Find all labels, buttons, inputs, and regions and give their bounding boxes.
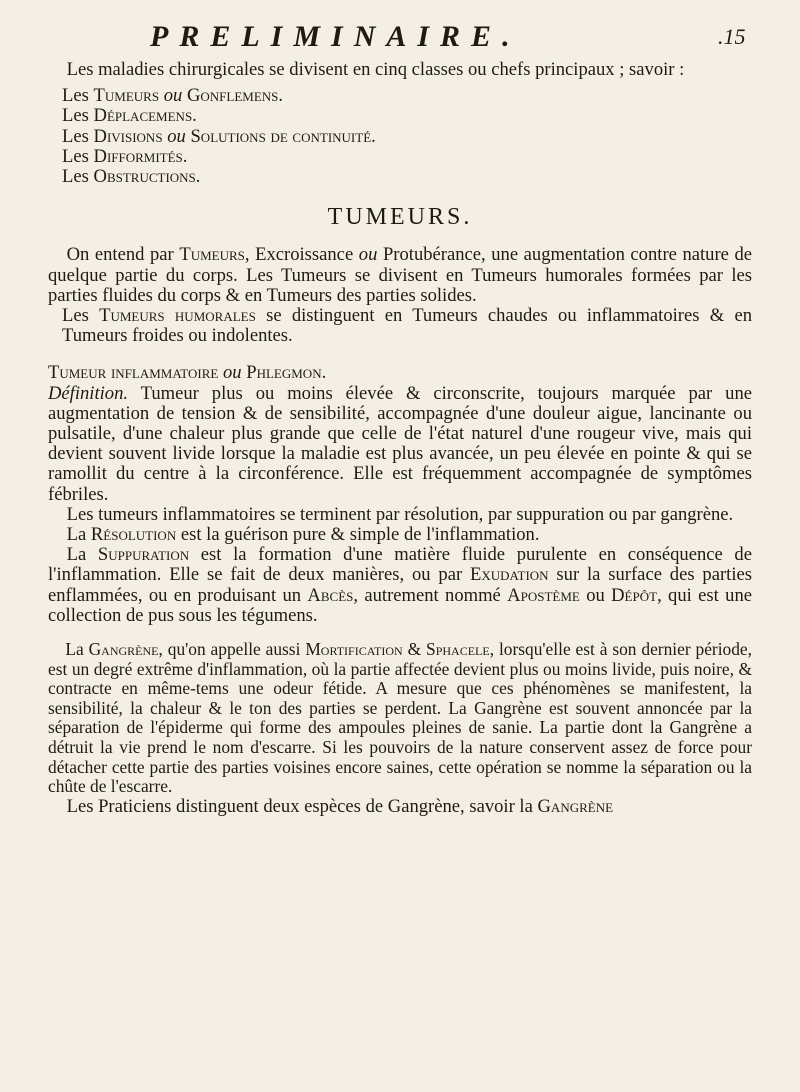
text-run: sur la surface des parties enflammées, ou en produisant un [48, 564, 752, 606]
class-item-pre: Les [62, 125, 89, 147]
term-gangrene: Gangrène [88, 639, 159, 660]
term-depot: Dépôt [611, 584, 658, 606]
class-item-ou: ou [163, 85, 183, 107]
text-run: Les Praticiens distinguent deux espèces de Gangrène, savoir la [66, 795, 533, 817]
text-run: Les [62, 305, 89, 327]
last-line [48, 797, 752, 817]
classes-list [48, 86, 752, 187]
class-item-pre: Les [62, 85, 89, 107]
definition-text: Tumeur plus ou moins élevée & circonscrite, toujours marquée par une augmentation de tension & de sensibilité, accompagnée d'une douleur aigue, lancinante ou pulsatile, d'une chaleur plus grande que celle de l'état naturel d'une rougeur vive, mais qui devient souvent livide lorsque la maladie est plus avancée, un peu élevée en pointe & qui se ramollit du centre à la circonférence. Elle est fréquemment accompagnée de symptômes fébriles. [48, 382, 752, 505]
text-run: , qui est une collection de pus sous les tégumens. [48, 584, 752, 626]
text-ou: ou [586, 584, 605, 606]
class-item-divisions [62, 127, 752, 147]
term-phlegmon: Phlegmon. [246, 362, 327, 384]
running-title: PRELIMINAIRE. [150, 20, 521, 53]
text-run: La [66, 524, 87, 546]
class-item-alt: Solutions de continuité. [190, 125, 376, 147]
text-run: La [65, 639, 84, 660]
class-item-pre: Les [62, 105, 89, 127]
class-item-ou: ou [167, 125, 186, 147]
term-resolution: Résolution [90, 524, 177, 546]
text-run: est la guérison pure & simple de l'inflammation. [180, 524, 540, 546]
text-run: La [66, 544, 87, 566]
class-item-pre: Les [62, 166, 89, 188]
class-item-deplacemens [62, 106, 752, 126]
intro-paragraph: Les maladies chirurgicales se divisent en cinq classes ou chefs principaux ; savoir : [66, 59, 685, 80]
term-mortification: Mortification [305, 639, 403, 660]
resolution-paragraph [48, 525, 752, 545]
text-run: On entend par [66, 244, 174, 266]
text-run: se distinguent en Tumeurs chaudes ou inflammatoires & en Tumeurs froides ou indolentes. [62, 305, 753, 347]
class-item-name: Obstructions. [93, 166, 201, 188]
page-body [48, 60, 752, 817]
term-exudation: Exudation [470, 564, 549, 586]
term-suppuration: Suppuration [97, 544, 190, 566]
term-apostème: Apostème [507, 584, 580, 606]
text-run: , lorsqu'elle est à son dernier période, est un degré extrême d'inflammation, où la partie affectée devient plus ou moins livide, puis noire, & contracte en même-tems une odeur fétide. A mesure que ces phénomènes se manifestent, la sensibilité, la chaleur & le ton des parties se perdent. La Gangrène est souvent annoncée par la séparation de l'épiderme qui forme des ampoules pleines de sanie. La partie dont la Gangrène a détruit la vie prend le nom d'escarre. Si les pouvoirs de la nature conservent assez de force pour détacher cette partie des parties voisines encore saines, cette opération se nomme la séparation ou la chûte de l'escarre. [48, 639, 752, 797]
class-item-name: Déplacemens. [93, 105, 197, 127]
definition-paragraph [48, 384, 752, 505]
class-item-difformites [62, 147, 752, 167]
gangrene-paragraph [48, 640, 752, 797]
suppuration-paragraph [48, 545, 752, 626]
class-item-alt: Gonflemens. [186, 85, 284, 107]
class-item-tumeurs [62, 86, 752, 106]
term-tumeurs-humorales: Tumeurs humorales [99, 305, 256, 327]
definition-label: Définition. [48, 382, 129, 404]
humorales-paragraph [48, 306, 752, 346]
text-run: , autrement nommé [353, 584, 501, 606]
term-abces: Abcès [307, 584, 354, 606]
term-gangrene: Gangrène [537, 795, 614, 817]
text-ou: ou [358, 244, 378, 266]
class-item-name: Difformités. [93, 145, 188, 167]
text-run: , Excroissance [244, 244, 354, 266]
text-run: & [407, 639, 422, 660]
term-tumeur-inflammatoire: Tumeur inflammatoire [48, 362, 219, 384]
page-number: .15 [718, 24, 746, 49]
phlegmon-title [48, 363, 752, 383]
section-heading: TUMEURS. [327, 204, 473, 231]
text-run: est la formation d'une matière fluide purulente en conséquence de l'inflammation. Elle se fait de deux manières, ou par [48, 544, 752, 586]
term-tumeurs: Tumeurs [179, 244, 245, 266]
term-sphacele: Sphacele [426, 639, 490, 660]
tumeurs-definition-paragraph [48, 245, 752, 306]
class-item-obstructions [62, 167, 752, 187]
class-item-name: Divisions [93, 125, 163, 147]
text-run: Protubérance, une augmentation contre nature de quelque partie du corps. Les Tumeurs se divisent en Tumeurs humorales formées par les parties fluides du corps & en Tumeurs des parties solides. [48, 244, 753, 306]
running-head [0, 20, 800, 60]
class-item-pre: Les [62, 145, 89, 167]
terminaison-paragraph: Les tumeurs inflammatoires se terminent par résolution, par suppuration ou par gangrène. [66, 503, 734, 525]
text-ou: ou [223, 362, 242, 384]
text-run: , qu'on appelle aussi [158, 639, 301, 660]
class-item-name: Tumeurs [93, 85, 160, 107]
